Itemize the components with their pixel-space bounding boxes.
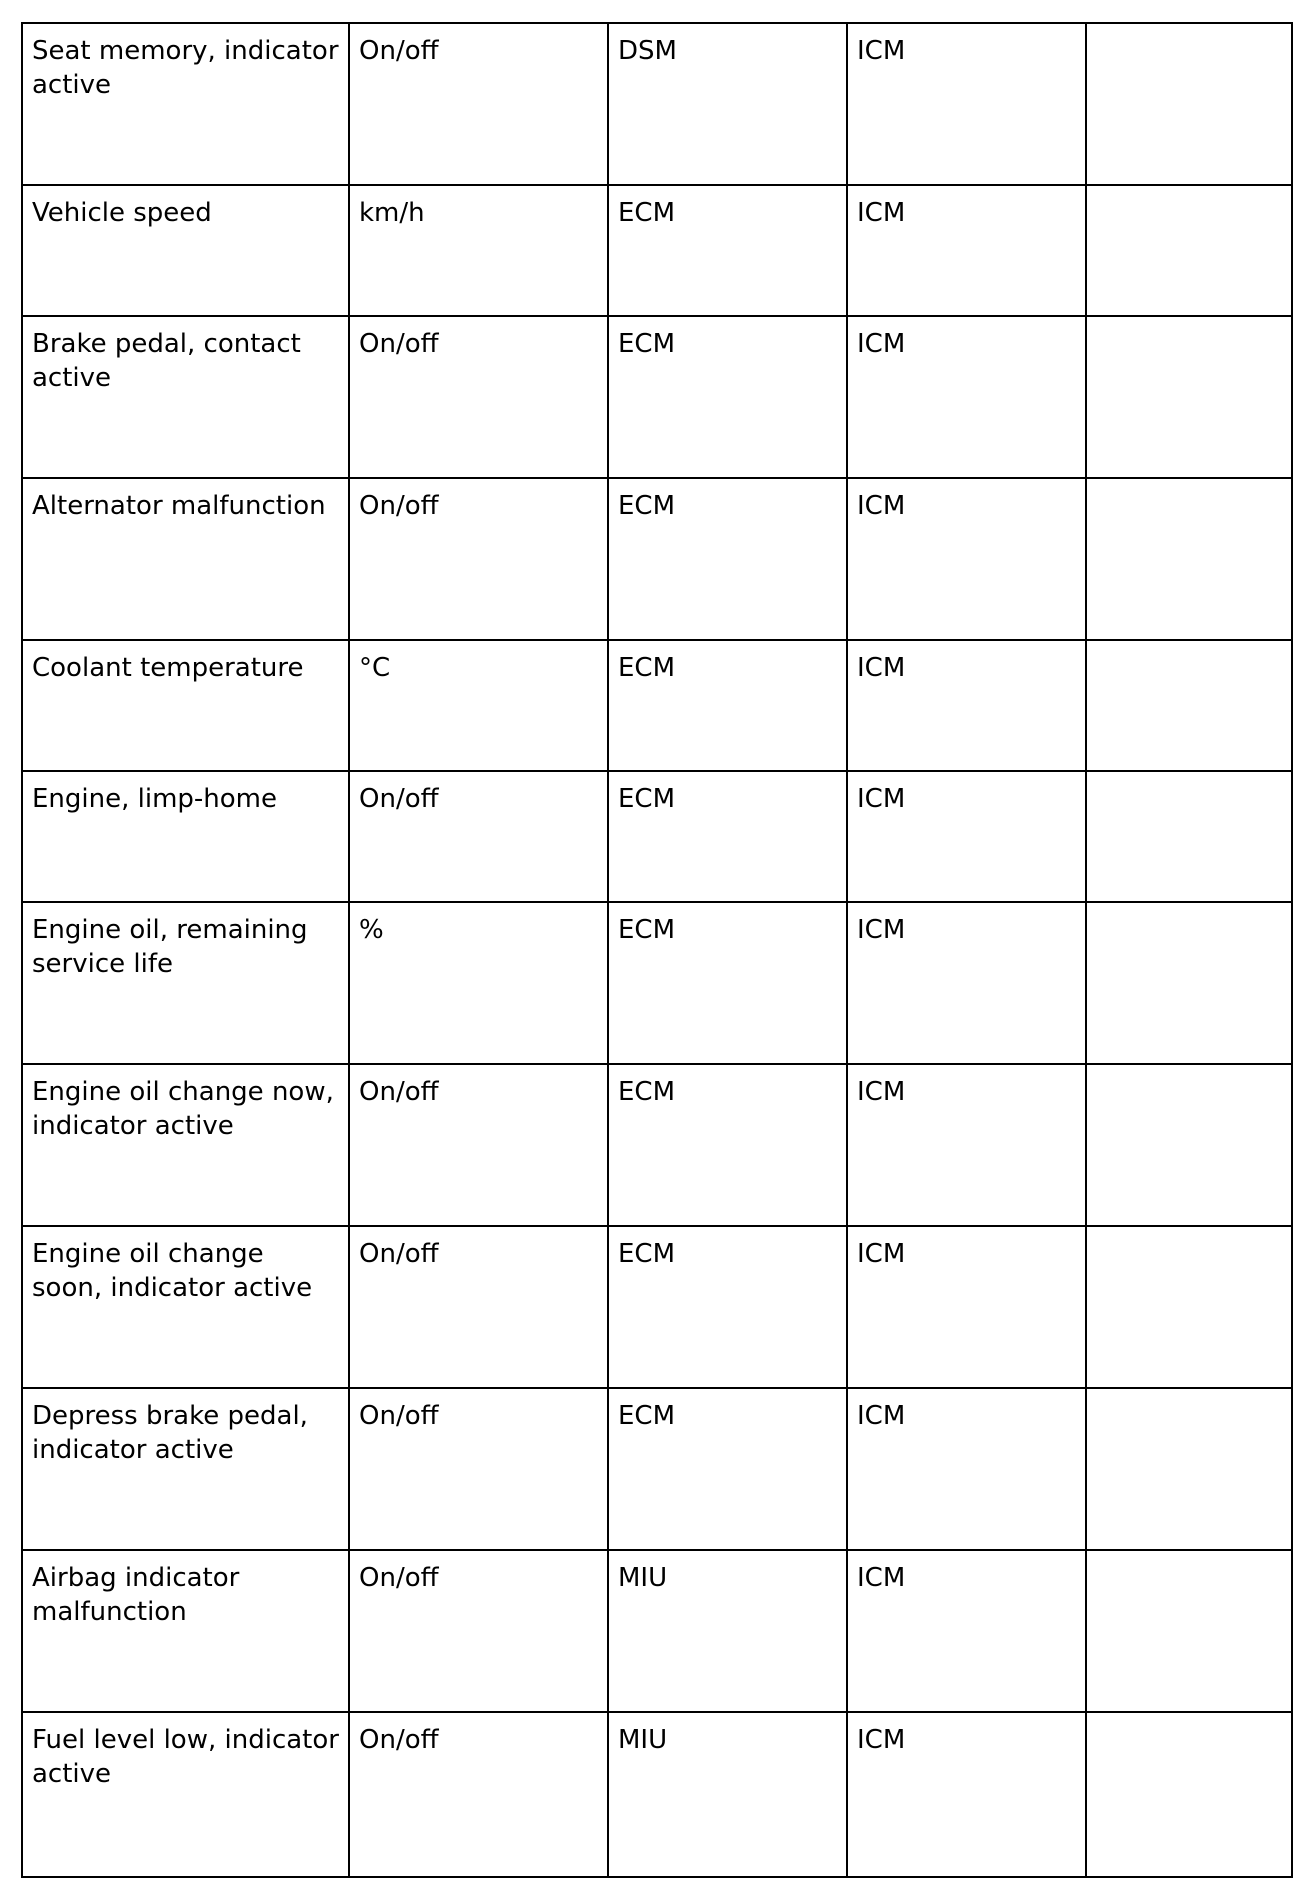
receiver-cell: ICM	[847, 1226, 1086, 1388]
unit-cell: On/off	[349, 23, 608, 185]
table-row	[22, 771, 1292, 902]
receiver-cell: ICM	[847, 478, 1086, 640]
source-cell: ECM	[608, 1226, 847, 1388]
source-cell: ECM	[608, 1388, 847, 1550]
receiver-cell: ICM	[847, 771, 1086, 902]
unit-cell: On/off	[349, 1550, 608, 1712]
unit-cell: On/off	[349, 478, 608, 640]
note-cell	[1086, 1226, 1292, 1388]
note-cell	[1086, 1550, 1292, 1712]
unit-cell: km/h	[349, 185, 608, 316]
table-row	[22, 1064, 1292, 1226]
note-cell	[1086, 316, 1292, 478]
source-cell: ECM	[608, 640, 847, 771]
signal-cell: Airbag indicator malfunction	[22, 1550, 349, 1712]
source-cell: ECM	[608, 316, 847, 478]
unit-cell: °C	[349, 640, 608, 771]
signal-cell: Coolant temperature	[22, 640, 349, 771]
signal-cell: Depress brake pedal, indicator active	[22, 1388, 349, 1550]
signal-cell: Brake pedal, contact active	[22, 316, 349, 478]
source-cell: DSM	[608, 23, 847, 185]
note-cell	[1086, 1064, 1292, 1226]
table-row	[22, 1226, 1292, 1388]
source-cell: MIU	[608, 1712, 847, 1877]
table-row	[22, 478, 1292, 640]
signal-cell: Fuel level low, indicator active	[22, 1712, 349, 1877]
note-cell	[1086, 1388, 1292, 1550]
table-row	[22, 640, 1292, 771]
unit-cell: On/off	[349, 1226, 608, 1388]
signal-cell: Seat memory, indicator active	[22, 23, 349, 185]
unit-cell: On/off	[349, 1388, 608, 1550]
note-cell	[1086, 185, 1292, 316]
table-row	[22, 1388, 1292, 1550]
table-row	[22, 316, 1292, 478]
unit-cell: On/off	[349, 316, 608, 478]
signal-table-container	[21, 22, 1291, 1878]
signal-cell: Engine oil, remaining service life	[22, 902, 349, 1064]
signal-cell: Engine oil change soon, indicator active	[22, 1226, 349, 1388]
table-row	[22, 1712, 1292, 1877]
signal-cell: Engine, limp-home	[22, 771, 349, 902]
receiver-cell: ICM	[847, 316, 1086, 478]
table-row	[22, 23, 1292, 185]
receiver-cell: ICM	[847, 902, 1086, 1064]
receiver-cell: ICM	[847, 640, 1086, 771]
unit-cell: On/off	[349, 771, 608, 902]
note-cell	[1086, 902, 1292, 1064]
source-cell: ECM	[608, 185, 847, 316]
signal-cell: Engine oil change now, indicator active	[22, 1064, 349, 1226]
note-cell	[1086, 640, 1292, 771]
source-cell: MIU	[608, 1550, 847, 1712]
note-cell	[1086, 478, 1292, 640]
table-row	[22, 1550, 1292, 1712]
table-row	[22, 902, 1292, 1064]
source-cell: ECM	[608, 478, 847, 640]
table-row	[22, 185, 1292, 316]
receiver-cell: ICM	[847, 185, 1086, 316]
receiver-cell: ICM	[847, 1388, 1086, 1550]
note-cell	[1086, 1712, 1292, 1877]
receiver-cell: ICM	[847, 23, 1086, 185]
signal-cell: Alternator malfunction	[22, 478, 349, 640]
signal-cell: Vehicle speed	[22, 185, 349, 316]
source-cell: ECM	[608, 1064, 847, 1226]
receiver-cell: ICM	[847, 1064, 1086, 1226]
source-cell: ECM	[608, 902, 847, 1064]
note-cell	[1086, 771, 1292, 902]
receiver-cell: ICM	[847, 1712, 1086, 1877]
source-cell: ECM	[608, 771, 847, 902]
note-cell	[1086, 23, 1292, 185]
unit-cell: On/off	[349, 1712, 608, 1877]
unit-cell: On/off	[349, 1064, 608, 1226]
signal-table	[21, 22, 1293, 1878]
receiver-cell: ICM	[847, 1550, 1086, 1712]
unit-cell: %	[349, 902, 608, 1064]
